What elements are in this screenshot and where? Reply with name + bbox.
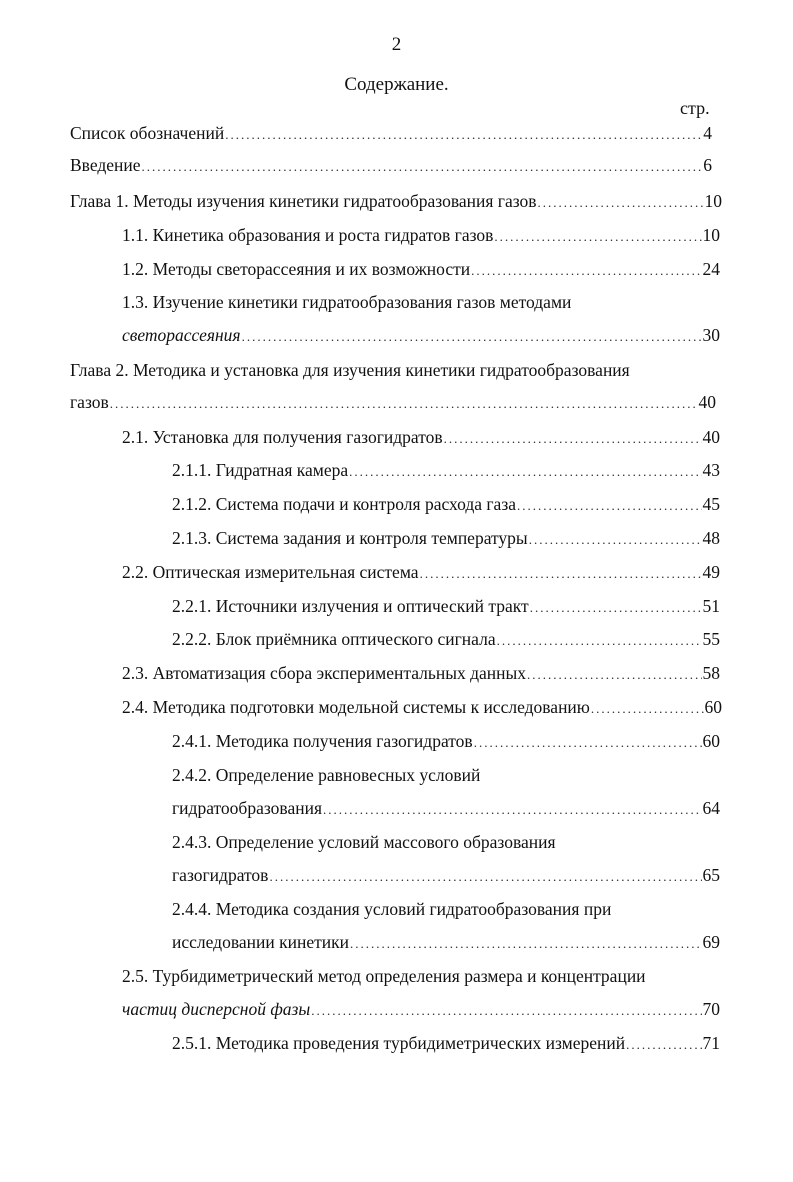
toc-entry-title-line1: 1.3. Изучение кинетики гидратообразования газов методами bbox=[122, 292, 572, 312]
toc-entry-title: частиц дисперсной фазы bbox=[122, 999, 311, 1019]
toc-entry-page: 69 bbox=[702, 932, 720, 952]
toc-entry-title: 2.4.1. Методика получения газогидратов bbox=[172, 731, 473, 751]
toc-entry bbox=[70, 120, 712, 146]
toc-entry-title: Глава 1. Методы изучения кинетики гидратообразования газов bbox=[70, 191, 537, 211]
toc-entry-title-line1: Глава 2. Методика и установка для изучения кинетики гидратообразования bbox=[70, 360, 630, 380]
dot-leader bbox=[517, 493, 701, 519]
toc-entry-title: исследовании кинетики bbox=[172, 932, 349, 952]
toc-entry-page: 40 bbox=[702, 427, 720, 447]
dot-leader bbox=[538, 190, 704, 216]
toc-entry-page: 10 bbox=[704, 191, 722, 211]
toc-entry-page: 10 bbox=[702, 225, 720, 245]
toc-entry bbox=[172, 626, 720, 652]
toc-entry bbox=[122, 559, 720, 585]
dot-leader bbox=[591, 696, 704, 722]
toc-entry-title: 2.1.2. Система подачи и контроля расхода газа bbox=[172, 494, 517, 514]
toc-entry-title: 2.3. Автоматизация сбора экспериментальных данных bbox=[122, 663, 527, 683]
dot-leader bbox=[349, 459, 701, 485]
toc-entry-title-line1: 2.4.4. Методика создания условий гидратообразования при bbox=[172, 899, 612, 919]
dot-leader bbox=[242, 324, 702, 350]
toc-entry bbox=[172, 795, 720, 821]
page-title: Содержание. bbox=[344, 74, 449, 95]
toc-entry-page: 49 bbox=[702, 562, 720, 582]
toc-entry-title: светорассеяния bbox=[122, 325, 241, 345]
toc-entry bbox=[122, 322, 720, 348]
toc-entry-page: 48 bbox=[702, 528, 720, 548]
dot-leader bbox=[110, 391, 698, 417]
toc-entry-title-line1: 2.4.3. Определение условий массового образования bbox=[172, 832, 556, 852]
toc-entry-title: 2.2.2. Блок приёмника оптического сигнала bbox=[172, 629, 496, 649]
toc-entry bbox=[172, 491, 720, 517]
toc-entry-page: 45 bbox=[702, 494, 720, 514]
dot-leader bbox=[269, 864, 701, 890]
toc-entry-title-line1: 2.4.2. Определение равновесных условий bbox=[172, 765, 481, 785]
dot-leader bbox=[494, 224, 701, 250]
toc-entry-title: 2.1.3. Система задания и контроля температуры bbox=[172, 528, 528, 548]
dot-leader bbox=[626, 1032, 701, 1058]
dot-leader bbox=[323, 797, 702, 823]
toc-entry-page: 70 bbox=[702, 999, 720, 1019]
toc-entry-page: 6 bbox=[703, 155, 712, 175]
dot-leader bbox=[530, 595, 702, 621]
toc-entry-page: 43 bbox=[702, 460, 720, 480]
toc-entry bbox=[122, 996, 720, 1022]
toc-entry bbox=[70, 152, 712, 178]
dot-leader bbox=[529, 527, 702, 553]
toc-entry bbox=[70, 188, 722, 214]
toc-entry-page: 60 bbox=[704, 697, 722, 717]
toc-entry bbox=[122, 222, 720, 248]
dot-leader bbox=[311, 998, 701, 1024]
toc-entry bbox=[122, 424, 720, 450]
page-number: 2 bbox=[391, 34, 402, 55]
toc-entry bbox=[70, 389, 716, 415]
dot-leader bbox=[527, 662, 701, 688]
toc-entry bbox=[172, 929, 720, 955]
toc-entry bbox=[122, 694, 722, 720]
dot-leader bbox=[471, 258, 701, 284]
toc-entry bbox=[172, 593, 720, 619]
dot-leader bbox=[225, 122, 702, 148]
toc-entry bbox=[172, 728, 720, 754]
toc-entry-page: 55 bbox=[702, 629, 720, 649]
toc-entry bbox=[172, 457, 720, 483]
toc-entry bbox=[172, 1030, 720, 1056]
toc-entry bbox=[172, 862, 720, 888]
toc-entry-page: 4 bbox=[703, 123, 712, 143]
toc-entry-title: 1.1. Кинетика образования и роста гидратов газов bbox=[122, 225, 494, 245]
toc-entry-page: 60 bbox=[702, 731, 720, 751]
toc-entry-title: 2.4. Методика подготовки модельной системы к исследованию bbox=[122, 697, 590, 717]
toc-entry-page: 71 bbox=[702, 1033, 720, 1053]
toc-entry bbox=[122, 256, 720, 282]
toc-entry-page: 64 bbox=[702, 798, 720, 818]
page-column-label: стр. bbox=[680, 98, 710, 118]
toc-entry-page: 58 bbox=[702, 663, 720, 683]
dot-leader bbox=[142, 154, 703, 180]
toc-entry-page: 30 bbox=[702, 325, 720, 345]
toc-entry-title: Введение bbox=[70, 155, 141, 175]
toc-entry-title: 2.2.1. Источники излучения и оптический тракт bbox=[172, 596, 529, 616]
toc-entry-title-line1: 2.5. Турбидиметрический метод определения размера и концентрации bbox=[122, 966, 646, 986]
dot-leader bbox=[497, 628, 702, 654]
toc-entry-page: 40 bbox=[698, 392, 716, 412]
toc-entry bbox=[172, 525, 720, 551]
toc-entry-title: 1.2. Методы светорассеяния и их возможности bbox=[122, 259, 471, 279]
toc-entry-title: Список обозначений bbox=[70, 123, 225, 143]
dot-leader bbox=[350, 931, 702, 957]
toc-entry-title: 2.1. Установка для получения газогидратов bbox=[122, 427, 443, 447]
dot-leader bbox=[444, 426, 702, 452]
toc-entry-title: газов bbox=[70, 392, 109, 412]
dot-leader bbox=[420, 561, 702, 587]
toc-entry-page: 65 bbox=[702, 865, 720, 885]
toc-entry-title: 2.1.1. Гидратная камера bbox=[172, 460, 349, 480]
toc-entry bbox=[122, 660, 720, 686]
dot-leader bbox=[474, 730, 702, 756]
toc-entry-page: 24 bbox=[702, 259, 720, 279]
toc-entry-title: газогидратов bbox=[172, 865, 269, 885]
toc-entry-title: 2.2. Оптическая измерительная система bbox=[122, 562, 419, 582]
toc-entry-page: 51 bbox=[702, 596, 720, 616]
toc-entry-title: 2.5.1. Методика проведения турбидиметрических измерений bbox=[172, 1033, 626, 1053]
toc-entry-title: гидратообразования bbox=[172, 798, 322, 818]
